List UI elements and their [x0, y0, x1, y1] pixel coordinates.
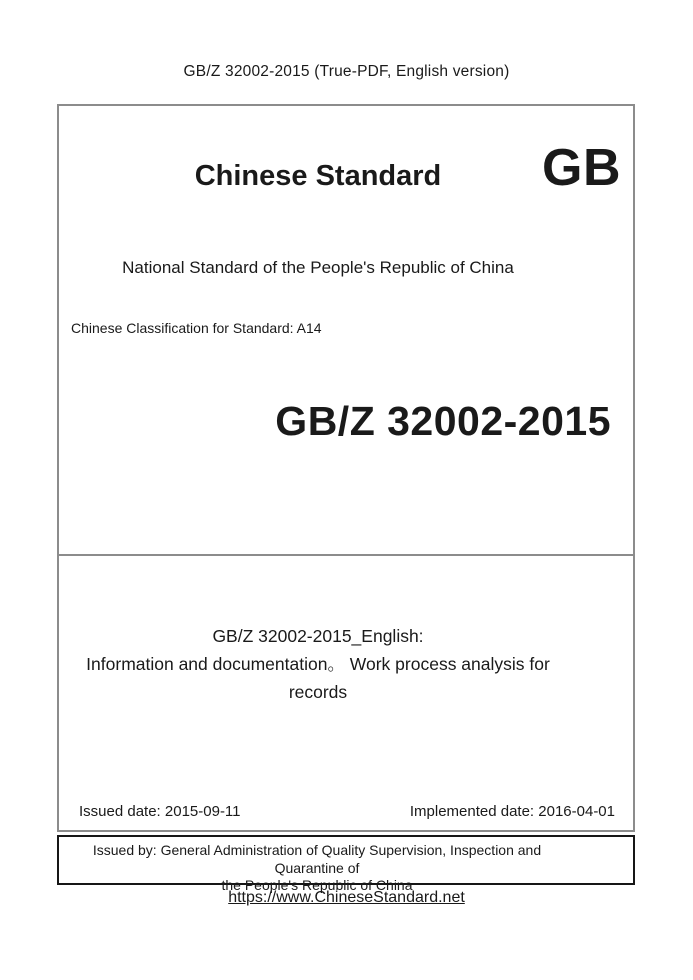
issued-date: Issued date: 2015-09-11	[79, 803, 241, 820]
issuer-line-2: the People's Republic of China	[221, 877, 413, 893]
issuer-box	[57, 835, 635, 893]
title-box	[57, 554, 635, 832]
issuer-text	[59, 837, 575, 895]
national-standard-subtitle: National Standard of the People's Republic of China	[122, 258, 514, 277]
english-title-line-1: GB/Z 32002-2015_English:	[212, 626, 424, 646]
implemented-date: Implemented date: 2016-04-01	[409, 803, 615, 820]
cover-box	[57, 104, 635, 556]
english-title-block	[59, 622, 577, 706]
english-title-line-2: Information and documentation。 Work process analysis for	[86, 654, 550, 674]
brand-title: Chinese Standard	[194, 160, 442, 192]
classification-note: Chinese Classification for Standard: A14	[71, 320, 322, 336]
footer-link[interactable]: https://www.ChineseStandard.net	[228, 889, 465, 906]
issuer-line-1: Issued by: General Administration of Quality Supervision, Inspection and Quarantine of	[92, 842, 542, 876]
gb-logo: GB	[542, 139, 621, 197]
standard-code: GB/Z 32002-2015	[275, 398, 611, 444]
document-header-title: GB/Z 32002-2015 (True-PDF, English version)	[183, 63, 510, 80]
dates-row	[79, 803, 615, 820]
english-title-line-3: records	[288, 682, 348, 702]
footer	[0, 889, 693, 907]
